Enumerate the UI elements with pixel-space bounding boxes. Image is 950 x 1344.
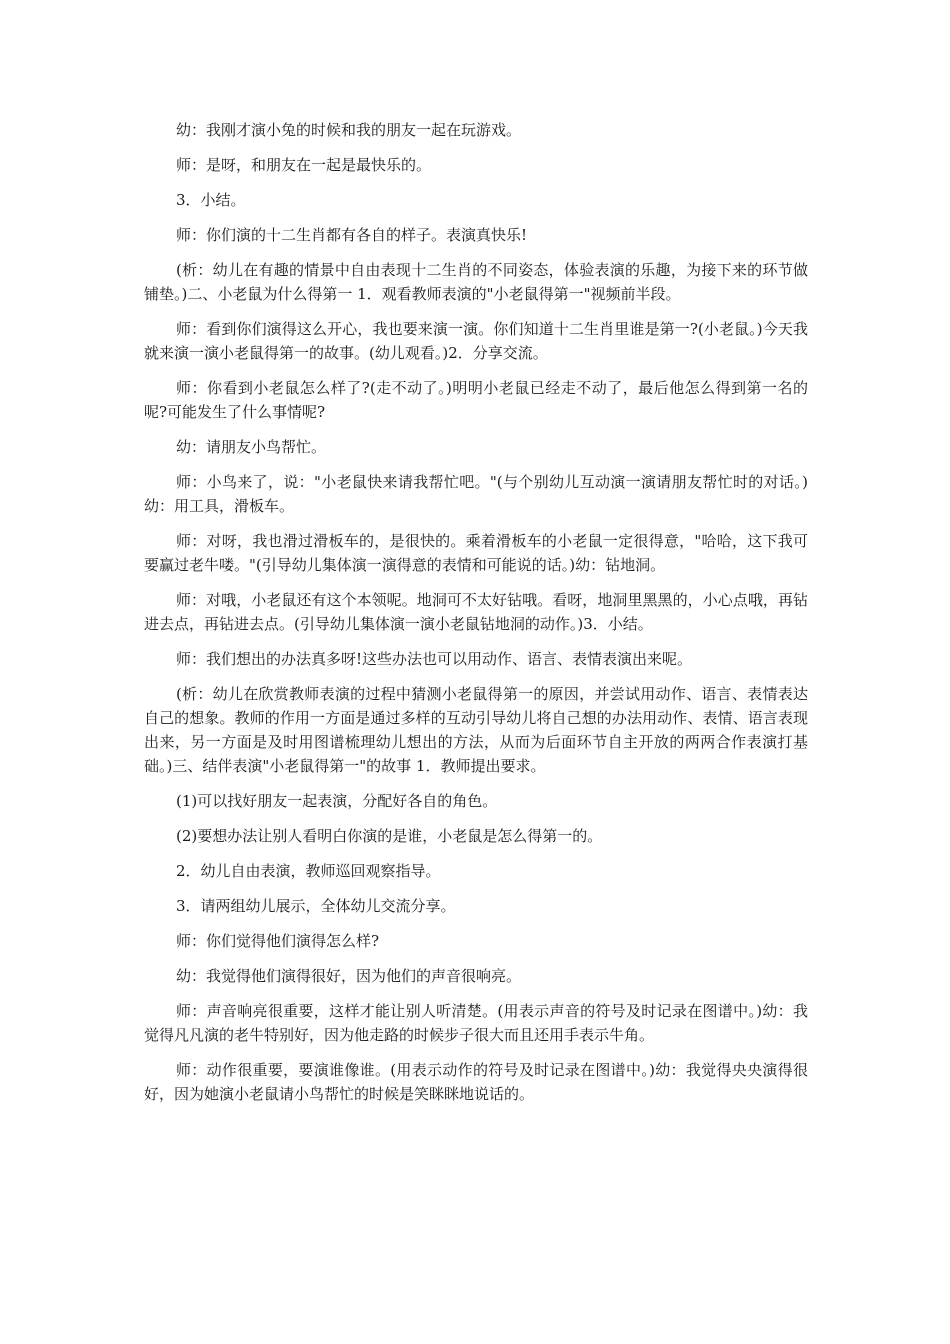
- paragraph: 师：你们演的十二生肖都有各自的样子。表演真快乐!: [176, 226, 528, 244]
- paragraph: 2．幼儿自由表演，教师巡回观察指导。: [176, 862, 441, 880]
- paragraph: 幼：我刚才演小兔的时候和我的朋友一起在玩游戏。: [176, 121, 522, 139]
- paragraph: 师：你看到小老鼠怎么样了?(走不动了。)明明小老鼠已经走不动了，最后他怎么得到第一名的呢?可能发生了什么事情呢?: [144, 379, 808, 421]
- paragraph: (析：幼儿在有趣的情景中自由表现十二生肖的不同姿态，体验表演的乐趣，为接下来的环节做铺垫。)二、小老鼠为什么得第一 1．观看教师表演的"小老鼠得第一"视频前半段。: [144, 261, 808, 303]
- paragraph: 师：你们觉得他们演得怎么样?: [176, 932, 380, 950]
- paragraph: 师：我们想出的办法真多呀!这些办法也可以用动作、语言、表情表演出来呢。: [176, 650, 693, 668]
- paragraph: 幼：请朋友小鸟帮忙。: [176, 438, 327, 456]
- paragraph: (析：幼儿在欣赏教师表演的过程中猜测小老鼠得第一的原因，并尝试用动作、语言、表情表达自己的想象。教师的作用一方面是通过多样的互动引导幼儿将自己想的办法用动作、表情、语言表现出来，另一方面是及时用图谱梳理幼儿想出的方法，从而为后面环节自主开放的两两合作表演打基础。)三、结伴表演"小老鼠得第一"的故事 1．教师提出要求。: [144, 685, 808, 775]
- paragraph: 师：动作很重要，要演谁像谁。(用表示动作的符号及时记录在图谱中。)幼：我觉得央央演得很好，因为她演小老鼠请小鸟帮忙的时候是笑眯眯地说话的。: [144, 1061, 808, 1103]
- paragraph: 3．小结。: [176, 191, 246, 209]
- paragraph: 师：小鸟来了，说："小老鼠快来请我帮忙吧。"(与个别幼儿互动演一演请朋友帮忙时的对话。)幼：用工具，滑板车。: [144, 473, 808, 515]
- paragraph: 幼：我觉得他们演得很好，因为他们的声音很响亮。: [176, 967, 522, 985]
- paragraph: 师：看到你们演得这么开心，我也要来演一演。你们知道十二生肖里谁是第一?(小老鼠。)今天我就来演一演小老鼠得第一的故事。(幼儿观看。)2．分享交流。: [144, 320, 808, 362]
- paragraph: (2)要想办法让别人看明白你演的是谁，小老鼠是怎么得第一的。: [176, 827, 603, 845]
- document-body: [144, 118, 808, 1117]
- paragraph: 师：是呀，和朋友在一起是最快乐的。: [176, 156, 432, 174]
- paragraph: 3．请两组幼儿展示，全体幼儿交流分享。: [176, 897, 456, 915]
- paragraph: (1)可以找好朋友一起表演，分配好各自的角色。: [176, 792, 498, 810]
- paragraph: 师：对呀，我也滑过滑板车的，是很快的。乘着滑板车的小老鼠一定很得意，"哈哈，这下我可要赢过老牛喽。"(引导幼儿集体演一演得意的表情和可能说的话。)幼：钻地洞。: [144, 532, 808, 574]
- paragraph: 师：声音响亮很重要，这样才能让别人听清楚。(用表示声音的符号及时记录在图谱中。)幼：我觉得凡凡演的老牛特别好，因为他走路的时候步子很大而且还用手表示牛角。: [144, 1002, 808, 1044]
- paragraph: 师：对哦，小老鼠还有这个本领呢。地洞可不太好钻哦。看呀，地洞里黑黑的，小心点哦，再钻进去点，再钻进去点。(引导幼儿集体演一演小老鼠钻地洞的动作。)3．小结。: [144, 591, 808, 633]
